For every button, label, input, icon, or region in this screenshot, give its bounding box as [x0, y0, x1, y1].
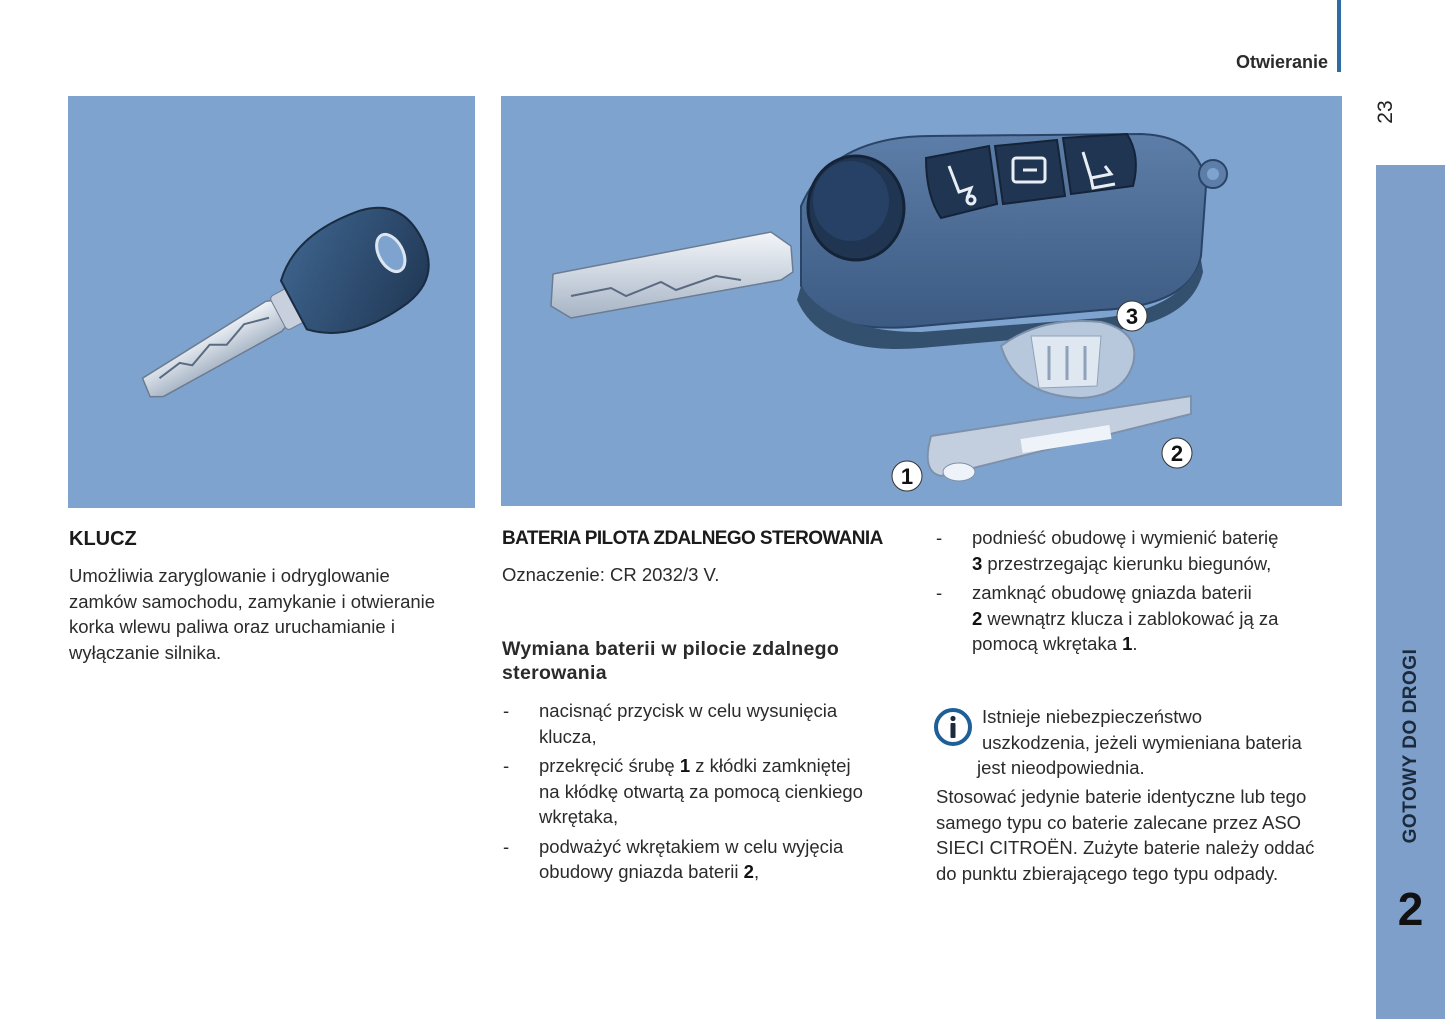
replace-steps-list-continued — [936, 525, 1336, 661]
key-drawing — [68, 96, 475, 508]
key-description-line: Umożliwia zaryglowanie i odryglowanie — [69, 565, 390, 586]
info-icon — [934, 708, 972, 746]
chapter-number: 2 — [1397, 883, 1424, 935]
warning-line: uszkodzenia, jeżeli wymieniana bateria — [982, 731, 1302, 753]
callout-1-label: 1 — [900, 464, 914, 489]
note-line: do punktu zbierającego tego typu odpady. — [936, 862, 1279, 884]
note-line: samego typu co baterie zalecane przez ASO — [936, 811, 1302, 833]
step-line: - podważyć wkrętakiem w celu wyjęcia — [539, 835, 844, 857]
chapter-tab-label-text: GOTOWY DO DROGI — [1400, 648, 1421, 844]
step-line: - przekręcić śrubę 1 z kłódki zamkniętej — [539, 755, 851, 776]
step-line: - podnieść obudowę i wymienić baterię — [972, 527, 1279, 548]
replace-step — [936, 580, 1336, 657]
replace-heading-line: Wymiana baterii w pilocie zdalnego — [502, 638, 840, 660]
step-line: na kłódkę otwartą za pomocą cienkiego — [539, 780, 863, 802]
warning-line: jest nieodpowiednia. — [977, 757, 1145, 778]
step-line: - zamknąć obudowę gniazda baterii — [972, 582, 1252, 603]
replace-step — [503, 834, 903, 885]
note-line: SIECI CITROËN. Zużyte baterie należy oddać — [936, 837, 1315, 858]
replace-heading-line: sterowania — [502, 662, 607, 684]
battery-heading: BATERIA PILOTA ZDALNEGO STEROWANIA — [502, 528, 883, 549]
header-rule — [1337, 0, 1341, 72]
step-line: 2 wewnątrz klucza i zablokować ją za — [972, 607, 1279, 629]
replace-step — [503, 698, 903, 749]
remote-illustration — [501, 96, 1342, 506]
key-description-line: zamków samochodu, zamykanie i otwieranie — [69, 590, 436, 612]
section-title: Otwieranie — [1235, 52, 1328, 72]
step-line: - nacisnąć przycisk w celu wysunięcia — [539, 700, 838, 721]
page-number: 23 — [1374, 100, 1397, 124]
callout-1 — [892, 461, 922, 491]
key-heading: KLUCZ — [69, 528, 137, 550]
step-line: wkrętaka, — [539, 806, 619, 827]
key-illustration — [68, 96, 475, 508]
replace-step — [503, 753, 903, 830]
remote-drawing — [501, 96, 1342, 506]
callout-3-label: 3 — [1125, 304, 1139, 329]
chapter-tab-label — [1398, 636, 1424, 856]
replace-step — [936, 525, 1336, 576]
warning-line: Istnieje niebezpieczeństwo — [982, 706, 1203, 727]
callout-2-label: 2 — [1170, 441, 1184, 466]
step-line: klucza, — [539, 725, 597, 747]
callout-3 — [1117, 301, 1147, 331]
step-line: obudowy gniazda baterii 2, — [539, 861, 760, 882]
warning-text — [977, 704, 1342, 781]
step-line: pomocą wkrętaka 1. — [972, 633, 1138, 654]
callout-2 — [1162, 438, 1192, 468]
step-line: 3 przestrzegając kierunku biegunów, — [972, 552, 1272, 574]
replace-steps-list — [503, 698, 903, 889]
battery-note — [936, 784, 1346, 886]
key-description-line: korka wlewu paliwa oraz uruchamianie i — [69, 616, 395, 637]
note-line: Stosować jedynie baterie identyczne lub tego — [936, 786, 1307, 807]
key-description-line: wyłączanie silnika. — [69, 641, 222, 663]
key-description — [69, 563, 479, 665]
replace-heading — [502, 637, 922, 685]
battery-designation: Oznaczenie: CR 2032/3 V. — [502, 564, 720, 585]
